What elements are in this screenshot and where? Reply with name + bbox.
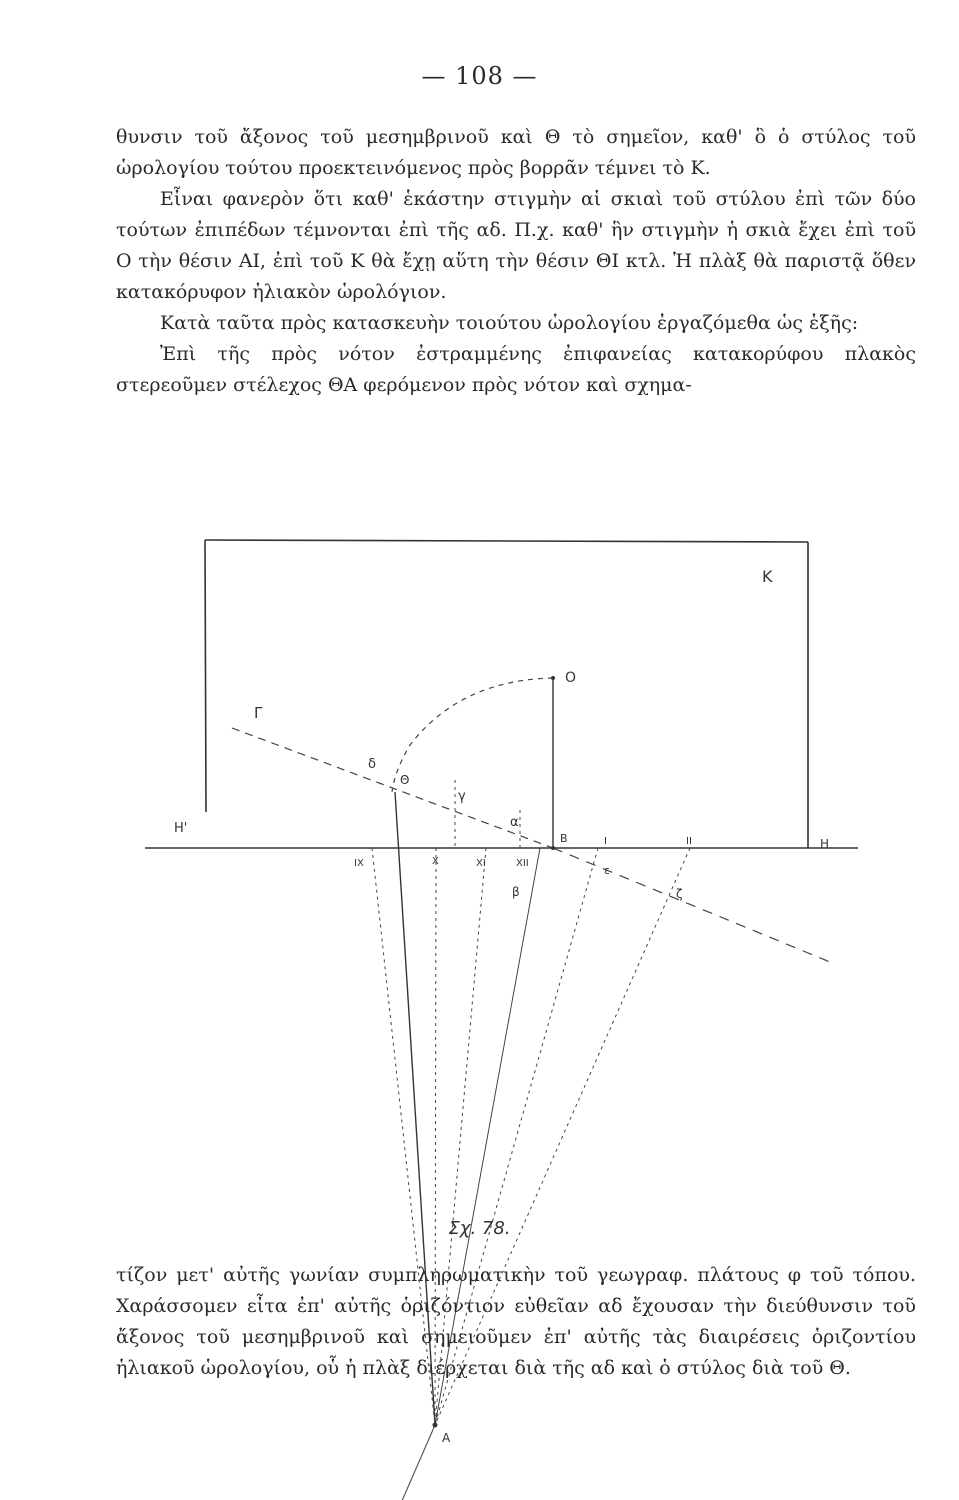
point-b bbox=[551, 846, 555, 850]
label-ix: IX bbox=[354, 858, 364, 869]
label-o: O bbox=[565, 670, 577, 686]
paragraph: Κατὰ ταῦτα πρὸς κατασκευὴν τοιούτου ὡρολογίου ἐργαζόμεθα ὡς ἑξῆς: bbox=[160, 312, 859, 334]
label-a: A bbox=[442, 1431, 451, 1445]
paragraph: Εἶναι φανερὸν ὅτι καθ' ἑκάστην στιγμὴν αἱ σκιαὶ τοῦ στύλου ἐπὶ τῶν δύο τούτων ἐπιπέδων τέμνονται ἐπὶ τῆς αδ. Π.χ. καθ' ἣν στιγμὴν ἡ σκιὰ ἔχει ἐπὶ τοῦ Ο τὴν θέσιν ΑΙ, ἐπὶ τοῦ Κ θὰ ἔχῃ αὕτη τὴν θέσιν ΘΙ κτλ. Ἡ πλὰξ θὰ παριστᾷ ὅθεν κατακόρυφον ἡλιακὸν ὡρολόγιον. bbox=[116, 188, 916, 303]
axis-extension bbox=[398, 1425, 435, 1500]
label-zeta: ζ bbox=[676, 887, 683, 901]
label-i: I bbox=[604, 836, 607, 847]
label-theta: Θ bbox=[400, 773, 410, 787]
plate-k-outline bbox=[205, 540, 808, 848]
label-k: K bbox=[762, 567, 773, 586]
dashed-gamma-line bbox=[232, 728, 553, 848]
label-epsilon: ε bbox=[604, 864, 610, 877]
body-text-top bbox=[116, 122, 916, 401]
figure-caption: Σχ. 78. bbox=[448, 1218, 511, 1239]
label-ii: II bbox=[686, 836, 692, 847]
paragraph: Ἐπὶ τῆς πρὸς νότον ἐστραμμένης ἐπιφανείας κατακορύφου πλακὸς στερεοῦμεν στέλεχος ΘΑ φερόμενον πρὸς νότον καὶ σχημα- bbox=[116, 343, 916, 396]
label-delta: δ bbox=[368, 757, 376, 772]
label-gamma: Γ bbox=[254, 704, 263, 722]
label-h-prime: H' bbox=[174, 821, 188, 836]
dashed-right-line bbox=[553, 848, 830, 962]
label-x: X bbox=[432, 856, 439, 867]
point-o bbox=[551, 676, 555, 680]
body-text-bottom bbox=[116, 1260, 916, 1384]
label-b: B bbox=[560, 832, 568, 845]
label-xi: XI bbox=[476, 858, 486, 869]
label-xii: XII bbox=[516, 858, 529, 869]
paragraph: τίζον μετ' αὐτῆς γωνίαν συμπληρωματικὴν τοῦ γεωγραφ. πλάτους φ τοῦ τόπου. Χαράσσομεν εἶτα ἐπ' αὐτῆς ὁριζόντιον εὐθεῖαν αδ ἔχουσαν τὴν διεύθυνσιν τοῦ ἄξονος τοῦ μεσημβρινοῦ καὶ σημειοῦμεν ἐπ' αὐτῆς τὰς διαιρέσεις ὁριζοντίου ἡλιακοῦ ὡρολογίου, οὗ ἡ πλὰξ διέρχεται διὰ τῆς αδ καὶ ὁ στύλος διὰ τοῦ Θ. bbox=[116, 1264, 916, 1379]
label-gamma-small: γ bbox=[458, 789, 466, 804]
paragraph: θυνσιν τοῦ ἄξονος τοῦ μεσημβρινοῦ καὶ Θ τὸ σημεῖον, καθ' ὃ ὁ στύλος τοῦ ὡρολογίου τούτου προεκτεινόμενος πρὸς βορρᾶν τέμνει τὸ Κ. bbox=[116, 126, 916, 179]
point-a bbox=[433, 1423, 438, 1428]
label-beta: β bbox=[512, 885, 520, 899]
label-h: H bbox=[820, 837, 830, 851]
label-alpha: α bbox=[510, 815, 519, 830]
dashed-arc bbox=[392, 678, 553, 792]
page-number: — 108 — bbox=[421, 62, 538, 90]
